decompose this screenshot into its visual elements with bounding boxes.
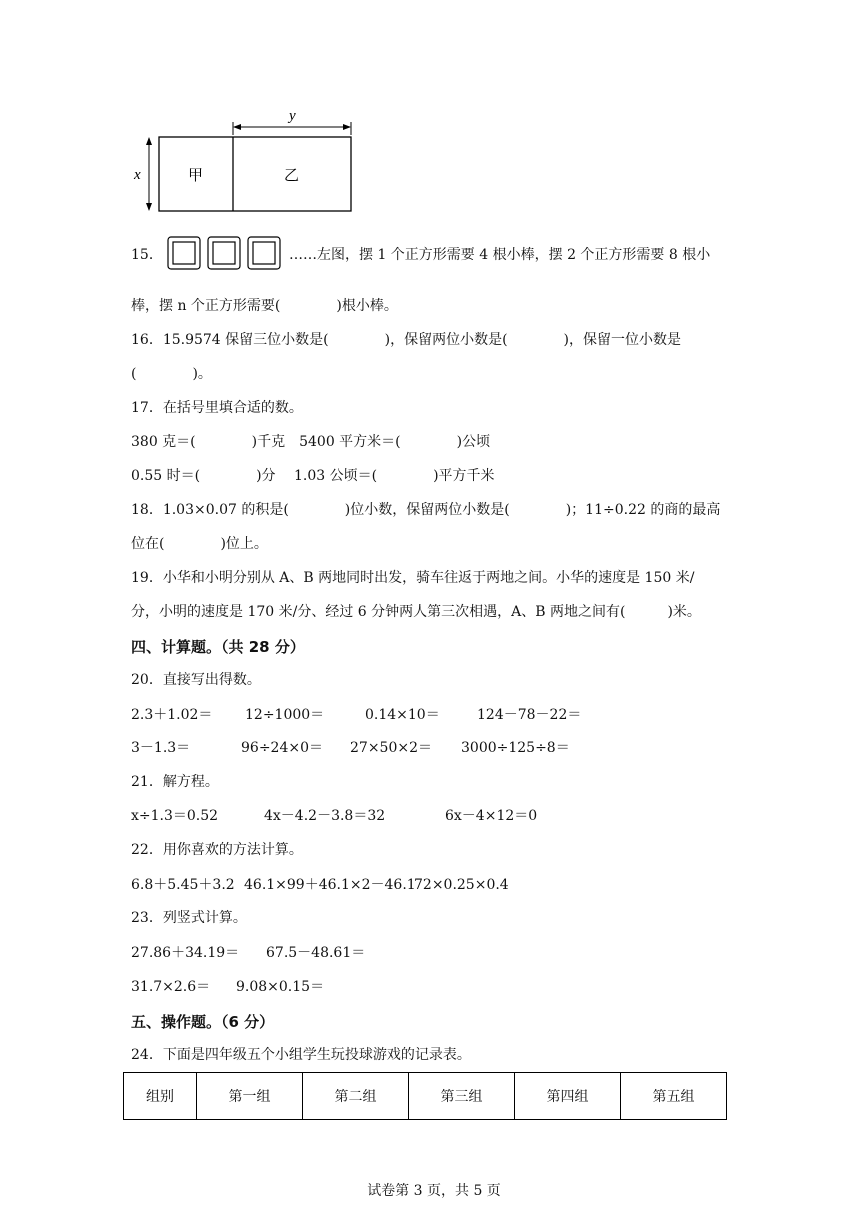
section-4-heading: 四、计算题。（共 28 分） — [131, 638, 305, 656]
q24-title: 24．下面是四年级五个小组学生玩投球游戏的记录表。 — [131, 1047, 471, 1063]
table-header-cell: 第四组 — [514, 1073, 620, 1120]
q20-item: 96÷24×0＝ — [241, 740, 323, 756]
table-row — [124, 1073, 727, 1120]
q21-equation: 6x－4×12＝0 — [445, 808, 538, 824]
figure-label-b: 乙 — [284, 166, 300, 184]
q20-item: 3000÷125÷8＝ — [461, 740, 570, 756]
q18-line1: 18．1.03×0.07 的积是( )位小数，保留两位小数是( )；11÷0.22 的商的最高 — [131, 502, 721, 518]
q20-item: 12÷1000＝ — [245, 707, 325, 723]
table-header-cell: 第三组 — [408, 1073, 514, 1120]
q22-title: 22．用你喜欢的方法计算。 — [131, 842, 303, 858]
table-header-cell: 第五组 — [620, 1073, 726, 1120]
table-header-cell: 第二组 — [303, 1073, 409, 1120]
q19-line2: 分，小明的速度是 170 米/分、经过 6 分钟两人第三次相遇，A、B 两地之间有( )米。 — [131, 604, 701, 620]
q23-expression: 67.5－48.61＝ — [266, 945, 366, 961]
q17-title: 17．在括号里填合适的数。 — [131, 400, 303, 416]
q18-line2: 位在( )位上。 — [131, 536, 268, 552]
q15-line1: ……左图，摆 1 个正方形需要 4 根小棒，摆 2 个正方形需要 8 根小 — [289, 247, 711, 263]
rectangle-figure — [131, 105, 361, 220]
q23-title: 23．列竖式计算。 — [131, 910, 247, 926]
q22-expression: 72×0.25×0.4 — [414, 877, 509, 893]
page-footer: 试卷第 3 页，共 5 页 — [367, 1183, 501, 1199]
record-table — [123, 1072, 727, 1120]
q17-line2: 0.55 时＝( )分 1.03 公顷＝( )平方千米 — [131, 468, 495, 484]
q23-expression: 31.7×2.6＝ — [131, 979, 211, 995]
table-header-cell: 组别 — [124, 1073, 197, 1120]
q22-expression: 6.8＋5.45＋3.2 — [131, 877, 235, 893]
q16-line2: ( )。 — [131, 366, 212, 382]
q15-line2: 棒，摆 n 个正方形需要( )根小棒。 — [131, 298, 398, 314]
q22-expression: 46.1×99＋46.1×2－46.1 — [244, 877, 416, 893]
q20-title: 20．直接写出得数。 — [131, 672, 261, 688]
figure-label-a: 甲 — [188, 166, 204, 184]
q21-equation: 4x－4.2－3.8＝32 — [264, 808, 386, 824]
table-header-cell: 第一组 — [197, 1073, 303, 1120]
q20-item: 124－78－22＝ — [477, 707, 582, 723]
q16-line1: 16．15.9574 保留三位小数是( )，保留两位小数是( )，保留一位小数是 — [131, 332, 682, 348]
q23-expression: 9.08×0.15＝ — [236, 979, 325, 995]
q20-item: 27×50×2＝ — [350, 740, 432, 756]
q20-item: 3－1.3＝ — [131, 740, 191, 756]
section-5-heading: 五、操作题。（6 分） — [131, 1013, 275, 1031]
q20-item: 2.3＋1.02＝ — [131, 707, 213, 723]
q21-equation: x÷1.3＝0.52 — [131, 808, 219, 824]
stick-squares-icon — [166, 235, 286, 271]
figure-label-y: y — [289, 108, 296, 124]
q23-expression: 27.86＋34.19＝ — [131, 945, 240, 961]
q19-line1: 19．小华和小明分别从 A、B 两地同时出发，骑车往返于两地之间。小华的速度是 150 米/ — [131, 570, 695, 586]
q21-title: 21．解方程。 — [131, 774, 219, 790]
q20-item: 0.14×10＝ — [365, 707, 440, 723]
q15-number: 15． — [131, 247, 163, 263]
figure-label-x: x — [134, 167, 141, 183]
q17-line1: 380 克＝( )千克 5400 平方米＝( )公顷 — [131, 434, 491, 450]
